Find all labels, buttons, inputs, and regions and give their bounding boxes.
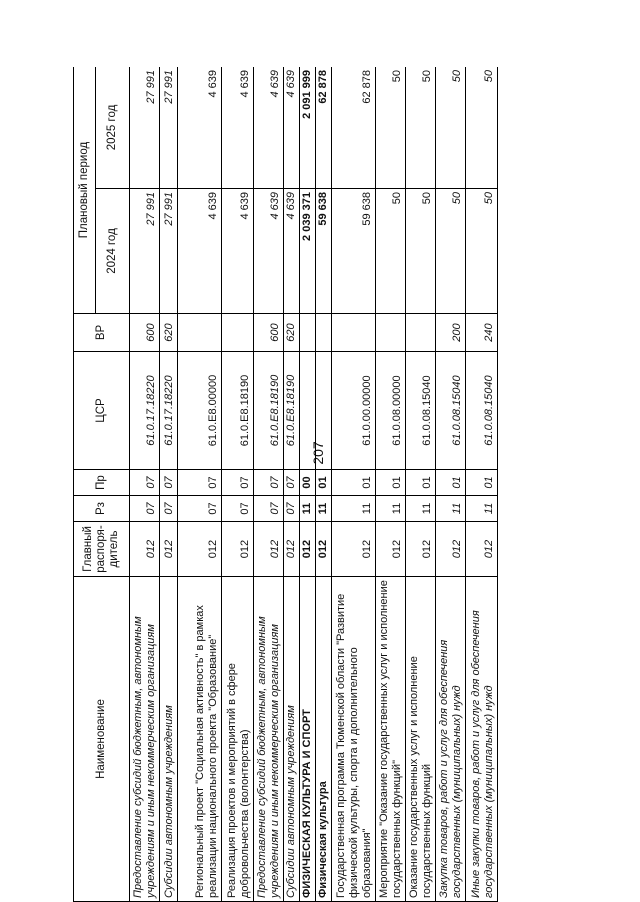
table-body	[130, 67, 498, 902]
cell-manager: 012	[406, 522, 436, 577]
cell-vr: 600	[130, 314, 160, 352]
cell-rz: 11	[316, 496, 332, 522]
rotated-table-frame	[73, 67, 583, 902]
cell-2024: 4 639	[178, 189, 222, 314]
cell-name: Государственная программа Тюменской области "Развитие физической культуры, спорта и дополнительного образования"	[332, 577, 376, 902]
cell-2025: 62 878	[316, 67, 332, 189]
cell-rz: 07	[178, 496, 222, 522]
cell-vr: 240	[466, 314, 498, 352]
cell-manager: 012	[130, 522, 160, 577]
cell-vr	[376, 314, 406, 352]
cell-pr: 07	[160, 470, 178, 496]
cell-2024: 2 039 371	[300, 189, 316, 314]
cell-name: Предоставление субсидий бюджетным, автономным учреждениям и иным некоммерческим организациям	[130, 577, 160, 902]
cell-vr	[332, 314, 376, 352]
cell-2025: 27 991	[160, 67, 178, 189]
cell-name: Физическая культура	[316, 577, 332, 902]
cell-2024: 59 638	[316, 189, 332, 314]
cell-manager: 012	[178, 522, 222, 577]
cell-vr: 620	[284, 314, 300, 352]
cell-2024: 27 991	[160, 189, 178, 314]
cell-rz: 11	[300, 496, 316, 522]
table-row	[284, 67, 300, 902]
cell-csr: 61.0.17.18220	[130, 352, 160, 470]
cell-rz: 11	[406, 496, 436, 522]
cell-csr	[300, 352, 316, 470]
cell-2024: 50	[376, 189, 406, 314]
table-row	[222, 67, 254, 902]
header-year-2025: 2025 год	[96, 67, 130, 189]
cell-vr: 200	[436, 314, 466, 352]
table-row	[300, 67, 316, 902]
header-manager: Главный распоря-дитель	[74, 522, 130, 577]
cell-2024: 59 638	[332, 189, 376, 314]
header-name: Наименование	[74, 577, 130, 902]
cell-name: Реализация проектов и мероприятий в сфере добровольчества (волонтерства)	[222, 577, 254, 902]
cell-2024: 4 639	[222, 189, 254, 314]
cell-csr: 61.0.08.15040	[466, 352, 498, 470]
cell-manager: 012	[436, 522, 466, 577]
header-pr: Пр	[74, 470, 130, 496]
cell-rz: 07	[222, 496, 254, 522]
cell-manager: 012	[466, 522, 498, 577]
page-number: 207	[310, 441, 326, 465]
cell-csr: 61.0.00.00000	[332, 352, 376, 470]
cell-name: Мероприятие "Оказание государственных услуг и исполнение государственных функций"	[376, 577, 406, 902]
cell-manager: 012	[284, 522, 300, 577]
cell-manager: 012	[254, 522, 284, 577]
cell-vr: 620	[160, 314, 178, 352]
cell-2025: 4 639	[254, 67, 284, 189]
cell-vr	[316, 314, 332, 352]
cell-rz: 07	[160, 496, 178, 522]
budget-table	[73, 67, 498, 902]
cell-manager: 012	[332, 522, 376, 577]
cell-name: ФИЗИЧЕСКАЯ КУЛЬТУРА И СПОРТ	[300, 577, 316, 902]
cell-csr: 61.0.E8.18190	[284, 352, 300, 470]
cell-rz: 07	[130, 496, 160, 522]
cell-rz: 11	[436, 496, 466, 522]
cell-csr: 61.0.08.00000	[376, 352, 406, 470]
cell-pr: 01	[316, 470, 332, 496]
cell-name: Иные закупки товаров, работ и услуг для обеспечения государственных (муниципальных) нужд	[466, 577, 498, 902]
cell-pr: 01	[406, 470, 436, 496]
cell-2024: 4 639	[254, 189, 284, 314]
cell-name: Субсидии автономным учреждениям	[160, 577, 178, 902]
cell-pr: 07	[130, 470, 160, 496]
cell-vr: 600	[254, 314, 284, 352]
cell-2024: 4 639	[284, 189, 300, 314]
cell-2025: 4 639	[222, 67, 254, 189]
table-row	[376, 67, 406, 902]
cell-csr	[316, 352, 332, 470]
table-row	[332, 67, 376, 902]
cell-2025: 50	[466, 67, 498, 189]
cell-csr: 61.0.08.15040	[436, 352, 466, 470]
table-landscape	[73, 67, 583, 902]
header-planned-period: Плановый период	[74, 67, 96, 314]
cell-vr	[300, 314, 316, 352]
cell-csr: 61.0.17.18220	[160, 352, 178, 470]
cell-manager: 012	[376, 522, 406, 577]
cell-vr	[406, 314, 436, 352]
cell-2025: 62 878	[332, 67, 376, 189]
header-rz: Рз	[74, 496, 130, 522]
cell-pr: 07	[222, 470, 254, 496]
cell-2025: 50	[436, 67, 466, 189]
cell-manager: 012	[300, 522, 316, 577]
cell-vr	[178, 314, 222, 352]
cell-pr: 07	[178, 470, 222, 496]
cell-csr: 61.0.E8.18190	[254, 352, 284, 470]
cell-2025: 27 991	[130, 67, 160, 189]
cell-vr	[222, 314, 254, 352]
cell-2025: 50	[406, 67, 436, 189]
table-row	[160, 67, 178, 902]
cell-pr: 07	[254, 470, 284, 496]
cell-manager: 012	[160, 522, 178, 577]
cell-csr: 61.0.08.15040	[406, 352, 436, 470]
cell-csr: 61.0.E8.00000	[178, 352, 222, 470]
cell-pr: 01	[332, 470, 376, 496]
cell-pr: 01	[466, 470, 498, 496]
cell-name: Региональный проект "Социальная активность" в рамках реализации национального проекта "Образование"	[178, 577, 222, 902]
table-row	[436, 67, 466, 902]
cell-rz: 07	[254, 496, 284, 522]
header-csr: ЦСР	[74, 352, 130, 470]
cell-2025: 50	[376, 67, 406, 189]
cell-csr: 61.0.E8.18190	[222, 352, 254, 470]
cell-2025: 2 091 999	[300, 67, 316, 189]
cell-name: Закупка товаров, работ и услуг для обеспечения государственных (муниципальных) нужд	[436, 577, 466, 902]
cell-manager: 012	[222, 522, 254, 577]
cell-2024: 50	[436, 189, 466, 314]
cell-2025: 4 639	[284, 67, 300, 189]
cell-pr: 07	[284, 470, 300, 496]
cell-rz: 11	[466, 496, 498, 522]
cell-rz: 11	[332, 496, 376, 522]
cell-rz: 07	[284, 496, 300, 522]
table-row	[466, 67, 498, 902]
cell-pr: 01	[436, 470, 466, 496]
cell-2025: 4 639	[178, 67, 222, 189]
cell-2024: 50	[406, 189, 436, 314]
cell-pr: 01	[376, 470, 406, 496]
cell-2024: 50	[466, 189, 498, 314]
cell-name: Оказание государственных услуг и исполнение государственных функций	[406, 577, 436, 902]
header-vr: ВР	[74, 314, 130, 352]
cell-name: Субсидии автономным учреждениям	[284, 577, 300, 902]
table-row	[254, 67, 284, 902]
header-year-2024: 2024 год	[96, 189, 130, 314]
cell-manager: 012	[316, 522, 332, 577]
table-row	[316, 67, 332, 902]
table-row	[130, 67, 160, 902]
cell-name: Предоставление субсидий бюджетным, автономным учреждениям и иным некоммерческим организациям	[254, 577, 284, 902]
table-row	[406, 67, 436, 902]
cell-pr: 00	[300, 470, 316, 496]
cell-rz: 11	[376, 496, 406, 522]
cell-2024: 27 991	[130, 189, 160, 314]
table-row	[178, 67, 222, 902]
